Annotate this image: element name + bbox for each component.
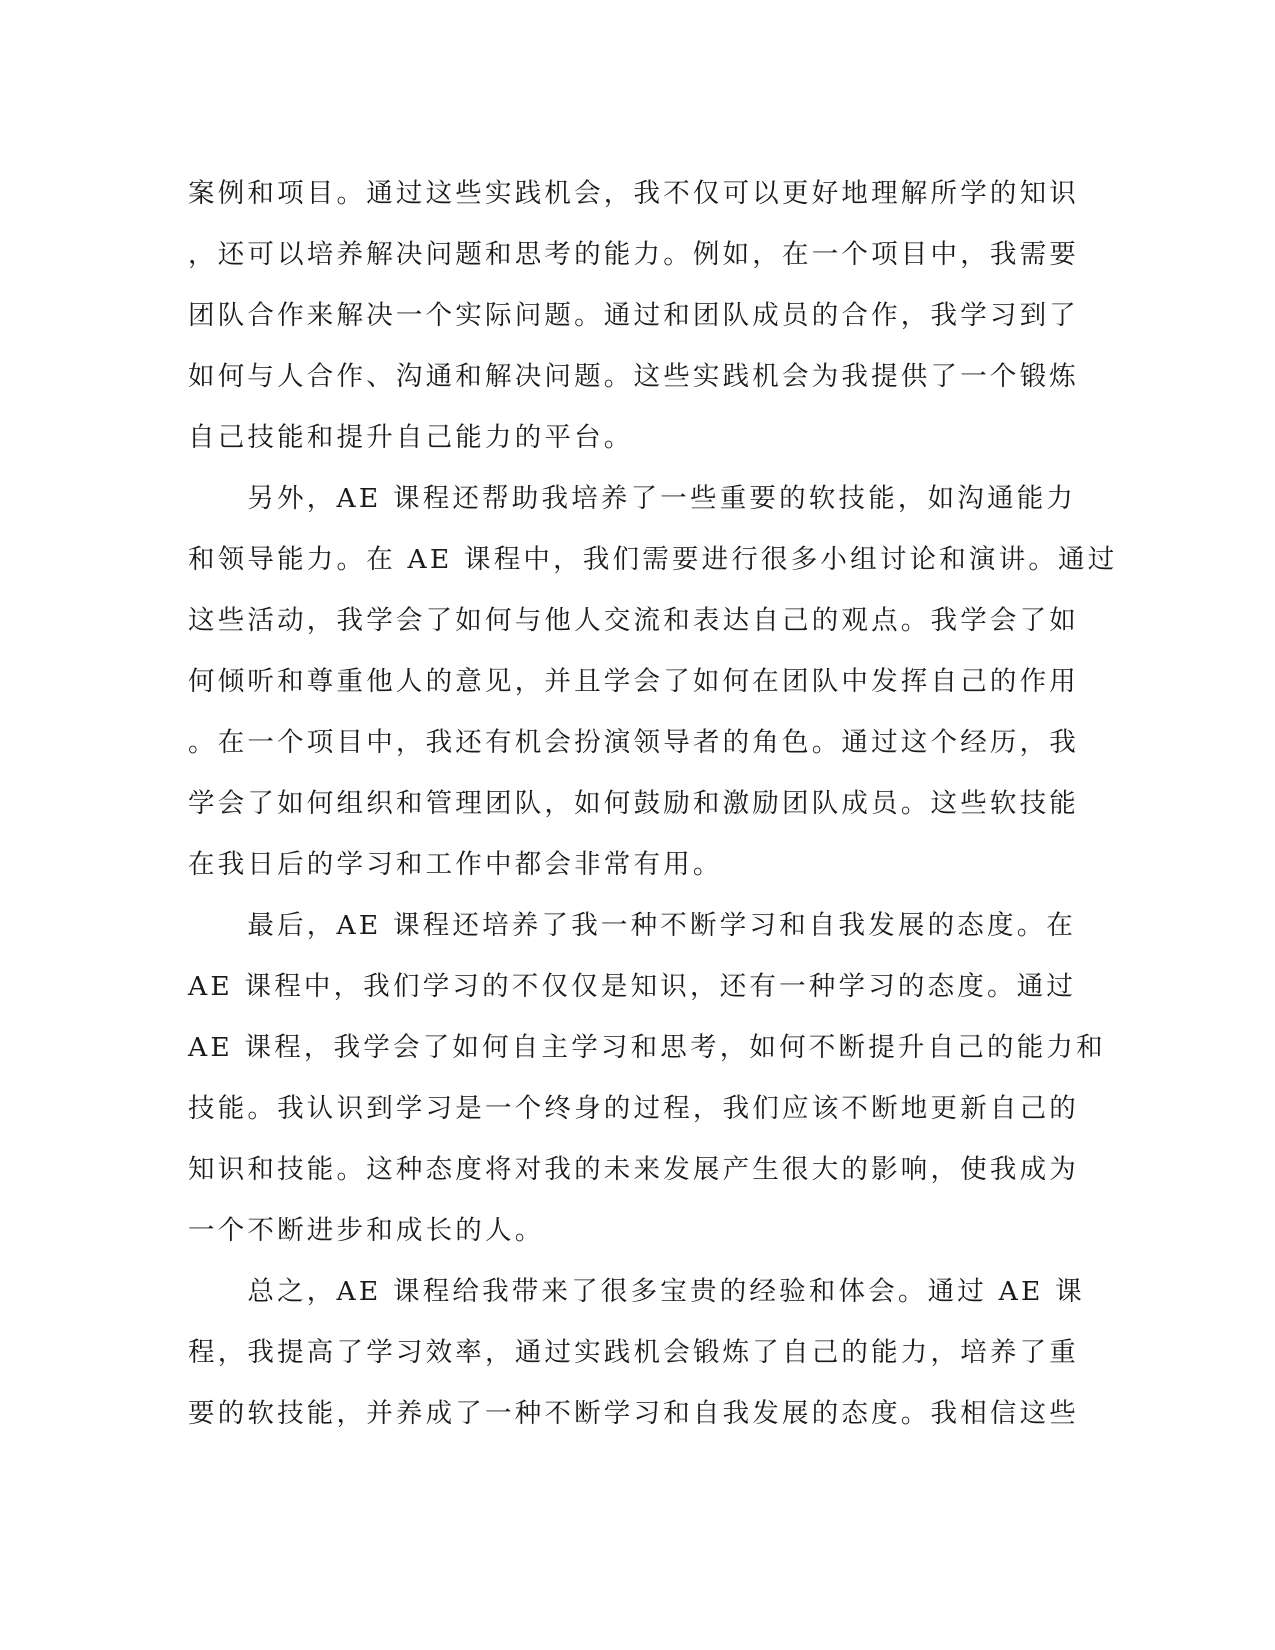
text-line: 这些活动，我学会了如何与他人交流和表达自己的观点。我学会了如 (188, 605, 1079, 636)
text-line: 程，我提高了学习效率，通过实践机会锻炼了自己的能力，培养了重 (188, 1337, 1079, 1368)
text-line: ，还可以培养解决问题和思考的能力。例如，在一个项目中，我需要 (188, 239, 1079, 270)
text-line: AE 课程，我学会了如何自主学习和思考，如何不断提升自己的能力和 (188, 1032, 1106, 1063)
text-line: 一个不断进步和成长的人。 (188, 1215, 545, 1246)
text-line: 和领导能力。在 AE 课程中，我们需要进行很多小组讨论和演讲。通过 (188, 544, 1118, 575)
text-line: 学会了如何组织和管理团队，如何鼓励和激励团队成员。这些软技能 (188, 788, 1079, 819)
text-line: 技能。我认识到学习是一个终身的过程，我们应该不断地更新自己的 (188, 1093, 1079, 1124)
text-line: 何倾听和尊重他人的意见，并且学会了如何在团队中发挥自己的作用 (188, 666, 1079, 697)
paragraph-start-line: 总之，AE 课程给我带来了很多宝贵的经验和体会。通过 AE 课 (188, 1276, 1085, 1307)
text-line: 知识和技能。这种态度将对我的未来发展产生很大的影响，使我成为 (188, 1154, 1079, 1185)
text-line: 。在一个项目中，我还有机会扮演领导者的角色。通过这个经历，我 (188, 727, 1079, 758)
text-line: 自己技能和提升自己能力的平台。 (188, 422, 634, 453)
text-line: 要的软技能，并养成了一种不断学习和自我发展的态度。我相信这些 (188, 1398, 1079, 1429)
text-line: 如何与人合作、沟通和解决问题。这些实践机会为我提供了一个锻炼 (188, 361, 1079, 392)
text-line: 在我日后的学习和工作中都会非常有用。 (188, 849, 723, 880)
paragraph-start-line: 另外，AE 课程还帮助我培养了一些重要的软技能，如沟通能力 (188, 483, 1077, 514)
text-line: 团队合作来解决一个实际问题。通过和团队成员的合作，我学习到了 (188, 300, 1079, 331)
text-line: 案例和项目。通过这些实践机会，我不仅可以更好地理解所学的知识 (188, 178, 1079, 209)
text-line: AE 课程中，我们学习的不仅仅是知识，还有一种学习的态度。通过 (188, 971, 1077, 1002)
paragraph-start-line: 最后，AE 课程还培养了我一种不断学习和自我发展的态度。在 (188, 910, 1077, 941)
body-text (188, 163, 1118, 1444)
